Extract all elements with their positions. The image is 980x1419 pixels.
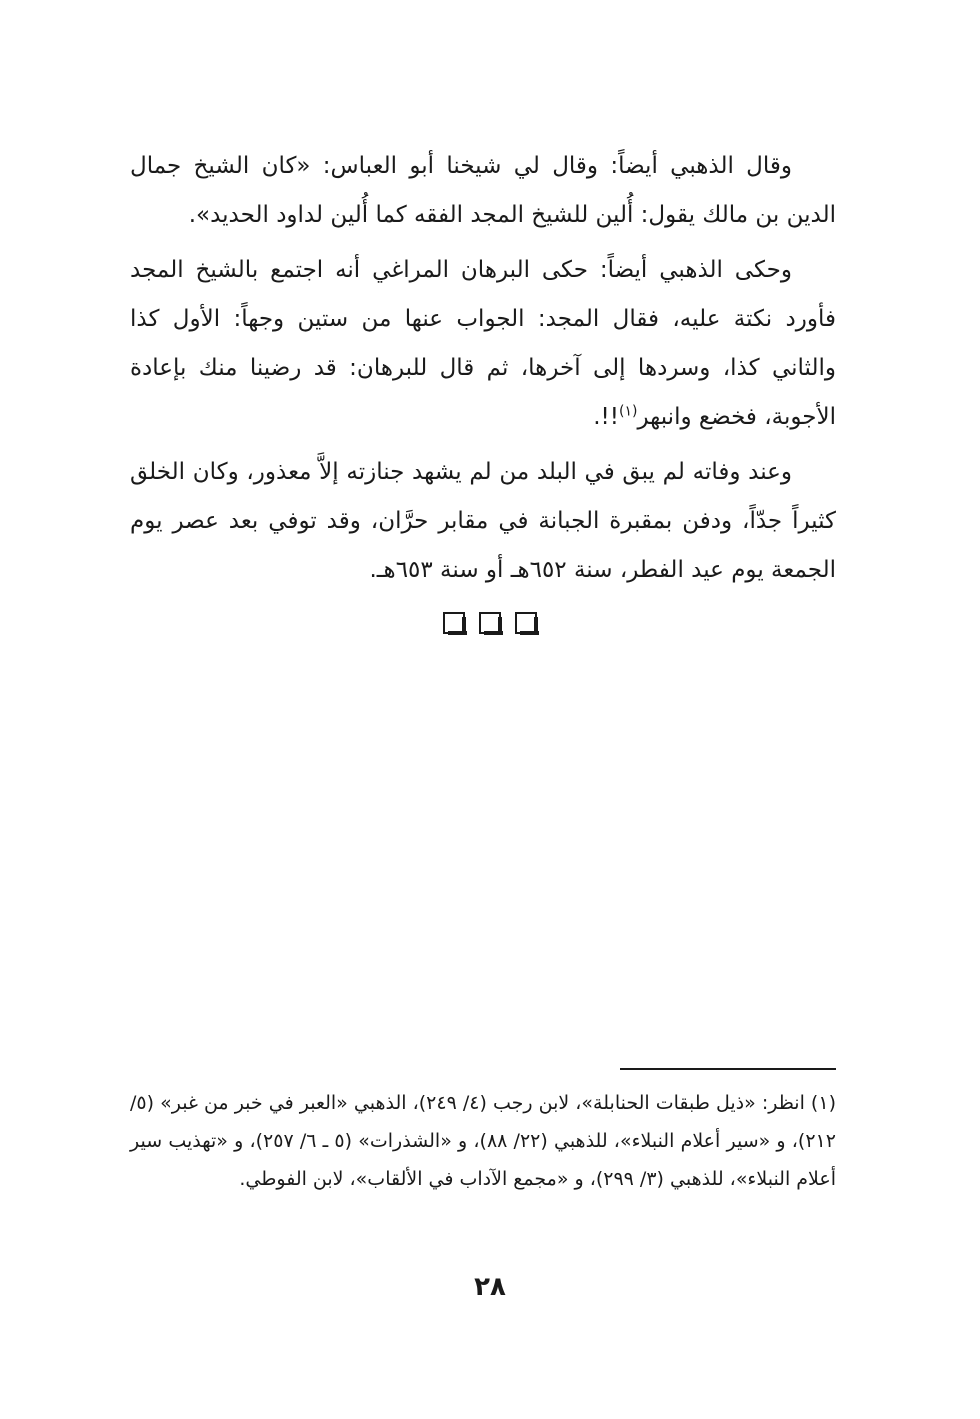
section-separator (0, 612, 980, 634)
paragraph-2-ending: !!. (593, 404, 619, 430)
paragraph-3 (130, 448, 836, 595)
page-number: ٢٨ (474, 1272, 506, 1302)
paragraph-1 (130, 142, 836, 240)
paragraph-2 (130, 246, 836, 442)
footnote-1: (١) انظر: «ذيل طبقات الحنابلة»، لابن رجب (٤/ ٢٤٩)، الذهبي «العبر في خبر من غبر» (٥/ ٢١٢)، و «سير أعلام النبلاء»، للذهبي (٢٢/ ٨٨)، و «الشذرات» (٥ ـ ٦/ ٢٥٧)، و «تهذيب سير أعلام النبلاء»، للذهبي (٣/ ٢٩٩)، و «مجمع الآداب في الألقاب»، لابن الفوطي. (130, 1092, 836, 1190)
paragraph-2-text: وحكى الذهبي أيضاً: حكى البرهان المراغي أنه اجتمع بالشيخ المجد فأورد نكتة عليه، فقال المجد: الجواب عنها من ستين وجهاً: الأول كذا والثاني كذا، وسردها إلى آخرها، ثم قال للبرهان: قد رضينا منك بإعادة الأجوبة، فخضع وانبهر (130, 257, 836, 430)
paragraph-1-text: وقال الذهبي أيضاً: وقال لي شيخنا أبو العباس: «كان الشيخ جمال الدين بن مالك يقول: أُلين للشيخ المجد الفقه كما أُلين لداود الحديد». (130, 153, 836, 228)
separator-box-icon (443, 612, 465, 634)
separator-box-icon (479, 612, 501, 634)
separator-box-icon (515, 612, 537, 634)
footnote-reference[interactable]: (١) (618, 403, 638, 420)
footnote-divider (620, 1068, 836, 1070)
paragraph-3-text: وعند وفاته لم يبق في البلد من لم يشهد جنازته إلاَّ معذور، وكان الخلق كثيراً جدّاً، ودفن بمقبرة الجبانة في مقابر حرَّان، وقد توفي بعد عصر يوم الجمعة يوم عيد الفطر، سنة ٦٥٢هـ أو سنة ٦٥٣هـ. (130, 459, 836, 583)
main-text (130, 142, 836, 601)
footnotes (130, 1084, 836, 1198)
